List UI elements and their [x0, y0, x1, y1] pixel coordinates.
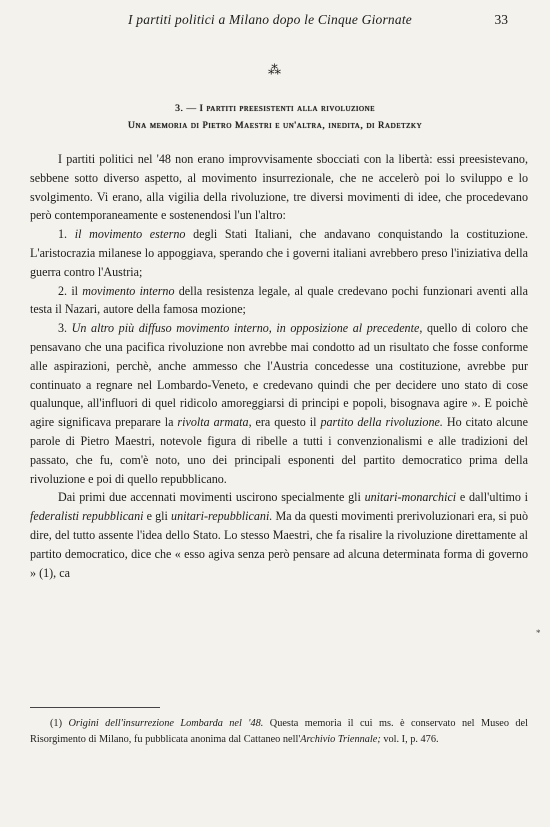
- section-heading: [30, 100, 520, 134]
- paragraph-2: [30, 225, 528, 281]
- emphasis: federalisti repubblicani: [30, 509, 144, 524]
- list-number: 3.: [58, 321, 68, 336]
- footnote-source: Archivio Triennale;: [300, 734, 381, 745]
- running-head: I partiti politici a Milano dopo le Cinque Giornate: [128, 12, 412, 27]
- paragraph-text: degli Stati Italiani, che andavano conquistando la costituzione. L'aristocrazia milanese lo appoggiava, sperando che i governi italiani avrebbero preso l'iniziativa della guerra contro l'Austria;: [30, 227, 529, 279]
- paragraph-5: [30, 488, 528, 582]
- paragraph-3: [30, 282, 528, 320]
- emphasis: rivolta armata: [177, 415, 249, 430]
- footnote: [30, 716, 528, 748]
- footnote-divider: [30, 707, 160, 708]
- section-heading-line-1: 3. — I partiti preesistenti alla rivoluzione: [174, 103, 376, 114]
- paragraph-text: e dall'ultimo i: [459, 490, 528, 505]
- paragraph-text: e gli: [146, 509, 168, 524]
- emphasis: unitari-monarchici: [364, 490, 457, 505]
- asterism-ornament: ⁂: [268, 62, 282, 77]
- section-heading-line-2: Una memoria di Pietro Maestri e un'altra, inedita, di Radetzky: [127, 120, 423, 131]
- paragraph-4: [30, 319, 528, 488]
- footnote-text: vol. I, p. 476.: [383, 734, 439, 745]
- footnote-title: Origini dell'insurrezione Lombarda nel '48.: [68, 718, 264, 729]
- emphasis: Un altro più diffuso movimento interno, in opposizione al precedente,: [71, 321, 423, 336]
- paragraph-text: il: [71, 283, 79, 298]
- page-number: 33: [494, 12, 508, 27]
- paragraph-text: Ma da questi movimenti prerivoluzionari era, si può dire, del tutto assente l'idea dello Stato. Lo stesso Maestri, che fa risalire la rivoluzione direttamente al partito democratico, dice che « esso agiva senza però pensare ad alcuna determinata forma di governo » (1), ca: [30, 509, 529, 580]
- paragraph-1: I partiti politici nel '48 non erano improvvisamente sbocciati con la libertà: essi preesistevano, sebbene sotto diverso aspetto, al movimento insurrezionale, che ne accelerò poi lo sviluppo e lo svolgimento. Vi erano, alla vigilia della rivoluzione, tre diversi movimenti di idee, che procedevano però contemporaneamente e sostenendosi l'un l'altro:: [30, 152, 528, 223]
- paragraph-text: della resistenza legale, al quale credevano pochi funzionari aventi alla testa il Nazari, autore della famosa mozione;: [30, 283, 529, 317]
- paragraph-text: Ho citato alcune parole di Pietro Maestri, notevole figura di ribelle a tutti i convenzionalismi e alle tradizioni del passato, che fu, com'è noto, uno dei principali esponenti del partito democratico prima della rivoluzione e poi di quello repubblicano.: [30, 415, 528, 486]
- emphasis: unitari-repubblicani.: [171, 509, 273, 524]
- margin-mark: *: [536, 628, 541, 638]
- body-text: [30, 150, 528, 582]
- emphasis: partito della rivoluzione.: [320, 415, 443, 430]
- list-number: 2.: [58, 283, 68, 298]
- emphasis: il movimento esterno: [74, 227, 186, 242]
- footnote-text: Questa memoria il cui ms. è conservato nel Museo del Risorgimento di Milano, fu pubblicata anonima dal Cattaneo nell': [30, 718, 528, 745]
- emphasis: movimento interno: [82, 283, 175, 298]
- paragraph-text: , era questo il: [248, 415, 317, 430]
- list-number: 1.: [58, 227, 68, 242]
- footnote-marker: (1): [50, 718, 63, 729]
- paragraph-text: quello di coloro che pensavano che una pacifica rivoluzione non avrebbe mai condotto ad un risultato che fosse conforme alle aspirazioni, perchè, anche ammesso che l'Austria concedesse una costituzione, avrebbe pur continuato a regnare nel Lombardo-Veneto, e credevano quindi che per decidere uno stato di cose qualunque, all'influori di quel ridicolo amoreggiarsi di principi e popoli, bisognava agire ». E poichè agire significava preparare la: [30, 321, 529, 430]
- paragraph-text: Dai primi due accennati movimenti uscirono specialmente gli: [58, 490, 361, 505]
